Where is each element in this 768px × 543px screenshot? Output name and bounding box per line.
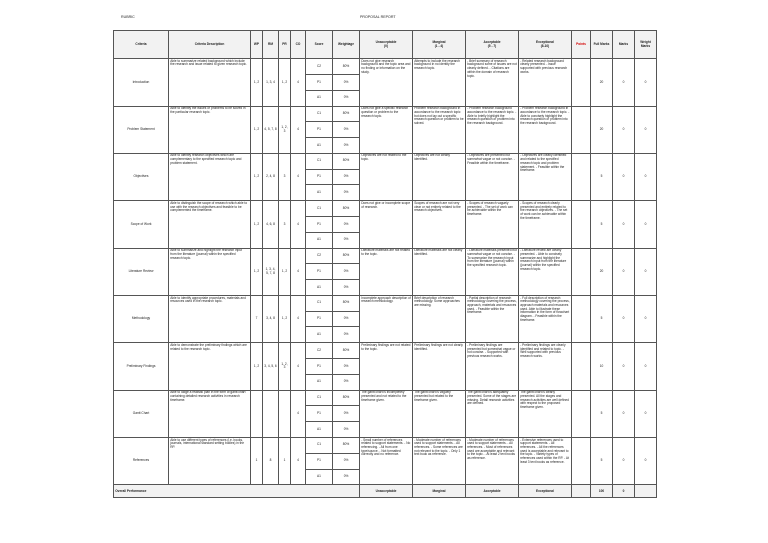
rm-cell: 8 [263,437,279,484]
score-code-cell: C1 [306,295,333,311]
score-code-cell: C2 [306,59,333,75]
total-unacceptable: Unacceptable [360,485,413,498]
full-marks-cell: 20 [591,59,613,106]
rm-cell [263,390,279,437]
score-code-cell: C1 [306,390,333,406]
exceptional-cell: - Full description of research methodology covering the process, approach materials and resources used. Able to illustrate these information in the form of flowchart diagram. - Feasible within the timeframe. [519,295,572,342]
acceptable-label: Acceptable [483,39,501,44]
description-cell: Able to distinguish the scope of research which able to use with the research objectives and feasible to be complemented the timeframe. [169,201,251,248]
rm-cell: 1, 3, 4, 5, 7, 8 [263,248,279,295]
weightage-cell: 80% [333,248,360,264]
unacceptable-cell: Objectives are not related to the topic. [360,153,413,200]
description-cell: Able to summarize related background which include the research and issue related to given research topic. [169,59,251,106]
marginal-label: Marginal [432,39,446,44]
rubric-row [114,390,657,406]
criteria-cell: Methodology [114,295,169,342]
points-cell [572,153,591,200]
co-cell: 4 [291,201,306,248]
rubric-row [114,59,657,75]
co-cell: 4 [291,343,306,390]
score-code-cell: P1 [306,74,333,90]
description-cell: Able to identify appropriate procedures, materials and resources used in the research topic. [169,295,251,342]
rubric-table [113,30,657,498]
rubric-row [114,106,657,122]
acceptable-cell: - Preliminary findings are presented but somewhat vague or not concise. - Supported with previous research works. [466,343,519,390]
pr-cell: 1, 2 [279,59,291,106]
description-cell: Able to lodge a realistic plan in the form of gantt chart containing detailed research activities in research timeframe. [169,390,251,437]
weightage-cell: 0% [333,169,360,185]
marks-cell: 0 [613,343,635,390]
wp-cell: 1, 2 [251,106,263,153]
acceptable-cell: - Objectives are presented but somewhat vague or not concise. - Feasible within the timeframe. [466,153,519,200]
criteria-cell: Objectives [114,153,169,200]
weightage-cell: 80% [333,390,360,406]
pr-cell: 1, 2, 3 [279,343,291,390]
marks-cell: 0 [613,295,635,342]
score-code-cell: P1 [306,169,333,185]
score-code-cell: A1 [306,469,333,485]
wp-cell: 1, 2 [251,59,263,106]
unacceptable-range: (0) [384,43,388,48]
header-center: PROPOSAL REPORT [360,15,396,19]
marginal-cell: - Moderate number of references used to support statements. - All references. - Some references are not relevant to the topic. - Only 1 text book as reference. [413,437,466,484]
description-cell: Able to summarize and highlight the research input from the literature (journal) within the specified research topic. [169,248,251,295]
exceptional-range: (8-10) [540,43,550,48]
score-code-cell: P1 [306,359,333,375]
full-marks-cell: 20 [591,248,613,295]
weightage-cell: 0% [333,327,360,343]
exceptional-cell: - Extensive references used to support statements. - All references. - All the references used is acceptable and relevant to the topic. - Variety types of references used within the RP. - At least 3 text books as reference. [519,437,572,484]
description-cell: Able to identify research objectives which are complementary to the specified research topic and problem statement. [169,153,251,200]
marks-cell: 0 [613,153,635,200]
description-cell: Able to use different types of references (i.e. books, journals, international standard setting bodies) in the RP. [169,437,251,484]
header-row [114,31,657,59]
rubric-row [114,201,657,217]
header-left: RUBRIC [121,15,135,19]
unacceptable-label: Unacceptable [375,39,397,44]
rm-cell: 4, 5, 7, 8 [263,106,279,153]
acceptable-range: (5 - 7) [487,43,497,48]
co-cell: 4 [291,248,306,295]
score-code-cell: C1 [306,153,333,169]
exceptional-cell: The gantt chart is clearly presented. All the stages and research activities are well defined with respect to the proposed timeframe given. [519,390,572,437]
unacceptable-cell: Incomplete approach description of research methodology. [360,295,413,342]
weightage-cell: 80% [333,153,360,169]
score-code-cell: C2 [306,248,333,264]
weighted-marks-cell: 0 [635,153,657,200]
score-code-cell: C1 [306,437,333,453]
marginal-cell: Scopes of research are not very clear or not entirely related to the research objectives. [413,201,466,248]
marginal-cell: Attempts to include the research background in no identity the research topic. [413,59,466,106]
marks-cell: 0 [613,201,635,248]
score-code-cell: A1 [306,185,333,201]
acceptable-cell: - Partial description of research methodology covering the process, approach, materials and resources used. - Feasible within the timeframe. [466,295,519,342]
weightage-cell: 0% [333,359,360,375]
rm-cell: 2, 4, 8 [263,153,279,200]
total-full-marks: 100 [591,485,613,498]
weighted-marks-cell: 0 [635,437,657,484]
unacceptable-cell: Does not give or incomplete scope of research. [360,201,413,248]
pr-cell: 1, 2 [279,248,291,295]
rubric-row [114,295,657,311]
exceptional-cell: - Literature review are clearly presented. - Able to concisely summarize and highlight the research input from the literature (journal) within the specified research topic. [519,248,572,295]
total-marks: 0 [613,485,635,498]
points-cell [572,201,591,248]
col-weighted-marks: Weight Marks [635,31,657,59]
unacceptable-cell: - Small number of references related to support statements. - No referencing. - All from one type/source. - Not formatted correctly and no reference. [360,437,413,484]
total-points [572,485,591,498]
weighted-marks-cell: 0 [635,295,657,342]
wp-cell: 1, 2 [251,248,263,295]
marks-cell: 0 [613,437,635,484]
col-unacceptable [360,31,413,59]
criteria-cell: Gantt Chart [114,390,169,437]
total-acceptable: Acceptable [466,485,519,498]
col-marginal [413,31,466,59]
points-cell [572,248,591,295]
full-marks-cell: 10 [591,343,613,390]
col-marks: Marks [613,31,635,59]
marks-cell: 0 [613,248,635,295]
weightage-cell: 0% [333,374,360,390]
marginal-cell: Preliminary findings are not clearly identified. [413,343,466,390]
pr-cell [279,390,291,437]
rm-cell: 3, 4, 5, 6 [263,343,279,390]
weightage-cell: 0% [333,90,360,106]
pr-cell: 1, 2 [279,295,291,342]
acceptable-cell: The gantt chart is adequately presented. Some of the stages are missing. Detail research activities are defined. [466,390,519,437]
marginal-cell: Problem research background in accordance to the research topic but does not lay out a specific research question or problem to be solved. [413,106,466,153]
description-cell: Able to demonstrate the preliminary findings which are related to the research topic. [169,343,251,390]
wp-cell: 1, 2 [251,343,263,390]
weightage-cell: 80% [333,437,360,453]
co-cell: 4 [291,153,306,200]
marginal-cell: Literature materials are not clearly identified. [413,248,466,295]
score-code-cell: P1 [306,122,333,138]
total-label: Overall Performance [114,485,360,498]
weightage-cell: 0% [333,185,360,201]
weighted-marks-cell: 0 [635,390,657,437]
points-cell [572,437,591,484]
acceptable-cell: - Problem research background accordance to the research topic. - Able to briefly highlight the research question or problem into the research background. [466,106,519,153]
wp-cell: 1 [251,437,263,484]
weightage-cell: 0% [333,232,360,248]
col-exceptional [519,31,572,59]
unacceptable-cell: The gantt chart is incompletely presented and not related to the timeframe given. [360,390,413,437]
full-marks-cell: 5 [591,437,613,484]
marginal-cell: The gantt chart is vaguely presented but related to the timeframe given. [413,390,466,437]
full-marks-cell: 5 [591,295,613,342]
rubric-row [114,437,657,453]
co-cell: 4 [291,295,306,342]
rm-cell: 4, 6, 8 [263,201,279,248]
acceptable-cell: - Literature materials presented but somewhat vague or not concise. - To summarize the research input from the literature (journal) within the specified research topic. [466,248,519,295]
unacceptable-cell: Does not give research background and the topic area and no finding or information on the study. [360,59,413,106]
exceptional-cell: - Objectives are clearly identified and related to the specified research topic and problem statement. - Feasible within the timeframe. [519,153,572,200]
marginal-cell: Brief description of research methodology. Some approaches are missing. [413,295,466,342]
weighted-marks-cell: 0 [635,343,657,390]
score-code-cell: P1 [306,264,333,280]
criteria-cell: Preliminary Findings [114,343,169,390]
full-marks-cell: 5 [591,201,613,248]
wp-cell: 7 [251,295,263,342]
weightage-cell: 0% [333,74,360,90]
rubric-row [114,153,657,169]
marks-cell: 0 [613,59,635,106]
criteria-cell: Introduction [114,59,169,106]
rubric-row [114,343,657,359]
criteria-cell: Problem Statement [114,106,169,153]
score-code-cell: C1 [306,106,333,122]
weightage-cell: 80% [333,59,360,75]
score-code-cell: P1 [306,311,333,327]
col-weightage: Weightage [333,31,360,59]
wp-cell [251,390,263,437]
points-cell [572,59,591,106]
description-cell: Able to identify the issues or problems to be solved in the particular research topic. [169,106,251,153]
rm-cell: 1, 3, 4 [263,59,279,106]
total-row [114,485,657,498]
col-full-marks: Full Marks [591,31,613,59]
unacceptable-cell: Does not give a specific research question or problem to the research topic. [360,106,413,153]
total-marginal: Marginal [413,485,466,498]
full-marks-cell: 5 [591,153,613,200]
weightage-cell: 0% [333,122,360,138]
full-marks-cell: 5 [591,390,613,437]
points-cell [572,343,591,390]
score-code-cell: P1 [306,217,333,233]
co-cell: 4 [291,437,306,484]
co-cell: 4 [291,59,306,106]
points-cell [572,106,591,153]
weightage-cell: 0% [333,311,360,327]
weighted-marks-cell: 0 [635,59,657,106]
col-criteria: Criteria [114,31,169,59]
col-description: Criteria Description [169,31,251,59]
col-wp: WP [251,31,263,59]
total-weighted [635,485,657,498]
exceptional-label: Exceptional [536,39,554,44]
weightage-cell: 0% [333,280,360,296]
weightage-cell: 80% [333,295,360,311]
co-cell: 4 [291,390,306,437]
col-pr: PR [279,31,291,59]
score-code-cell: A1 [306,138,333,154]
weightage-cell: 0% [333,422,360,438]
weighted-marks-cell: 0 [635,106,657,153]
points-cell [572,390,591,437]
weightage-cell: 0% [333,469,360,485]
score-code-cell: P1 [306,406,333,422]
col-points: Points [572,31,591,59]
weightage-cell: 0% [333,453,360,469]
col-rm: RM [263,31,279,59]
acceptable-cell: - Scopes of research vaguely presented. - The set of work can be achievable within the timeframe. [466,201,519,248]
acceptable-cell: - Brief summary of research background some of issues are not clearly defined. - Citations are within the domain of research topic. [466,59,519,106]
unacceptable-cell: Preliminary findings are not related to the topic. [360,343,413,390]
unacceptable-cell: Literature materials are not related to the topic. [360,248,413,295]
pr-cell: 3 [279,153,291,200]
pr-cell: 1, 2, 3 [279,106,291,153]
marginal-cell: Objectives are not clearly identified. [413,153,466,200]
wp-cell: 1, 2 [251,201,263,248]
exceptional-cell: - Preliminary findings are clearly identified and related to topic. - Well supported with previous research works. [519,343,572,390]
score-code-cell: A1 [306,327,333,343]
score-code-cell: A1 [306,280,333,296]
pr-cell: 3 [279,201,291,248]
score-code-cell: A1 [306,422,333,438]
weightage-cell: 80% [333,201,360,217]
co-cell: 4 [291,106,306,153]
weightage-cell: 80% [333,343,360,359]
criteria-cell: References [114,437,169,484]
score-code-cell: P1 [306,453,333,469]
points-cell [572,295,591,342]
weighted-marks-cell: 0 [635,201,657,248]
weighted-marks-cell: 0 [635,248,657,295]
rm-cell: 3, 4, 8 [263,295,279,342]
full-marks-cell: 20 [591,106,613,153]
score-code-cell: A1 [306,90,333,106]
score-code-cell: A1 [306,374,333,390]
criteria-cell: Scope of Work [114,201,169,248]
exceptional-cell: - Related research background clearly presented. - Issue supported with previous research works. [519,59,572,106]
marginal-range: (1 - 4) [434,43,444,48]
pr-cell: 1 [279,437,291,484]
weightage-cell: 0% [333,138,360,154]
score-code-cell: C2 [306,343,333,359]
col-acceptable [466,31,519,59]
exceptional-cell: - Problem research background in accordance to the research topic. - Able to concisely highlight the research question or problem into the research background. [519,106,572,153]
marks-cell: 0 [613,106,635,153]
col-co: CO [291,31,306,59]
weightage-cell: 80% [333,106,360,122]
rubric-row [114,248,657,264]
marks-cell: 0 [613,390,635,437]
wp-cell: 1, 2 [251,153,263,200]
col-score: Score [306,31,333,59]
exceptional-cell: - Scopes of research clearly presented and entirely related to the research objectives. - The set of work can be achievable within the timeframe. [519,201,572,248]
total-exceptional: Exceptional [519,485,572,498]
score-code-cell: C1 [306,201,333,217]
weightage-cell: 0% [333,217,360,233]
score-code-cell: A1 [306,232,333,248]
criteria-cell: Literature Review [114,248,169,295]
acceptable-cell: - Moderate number of references used to support statements. - All references. - Most of references used are acceptable and relevant to the topic. - At least 2 text books as reference. [466,437,519,484]
weightage-cell: 0% [333,406,360,422]
weightage-cell: 0% [333,264,360,280]
